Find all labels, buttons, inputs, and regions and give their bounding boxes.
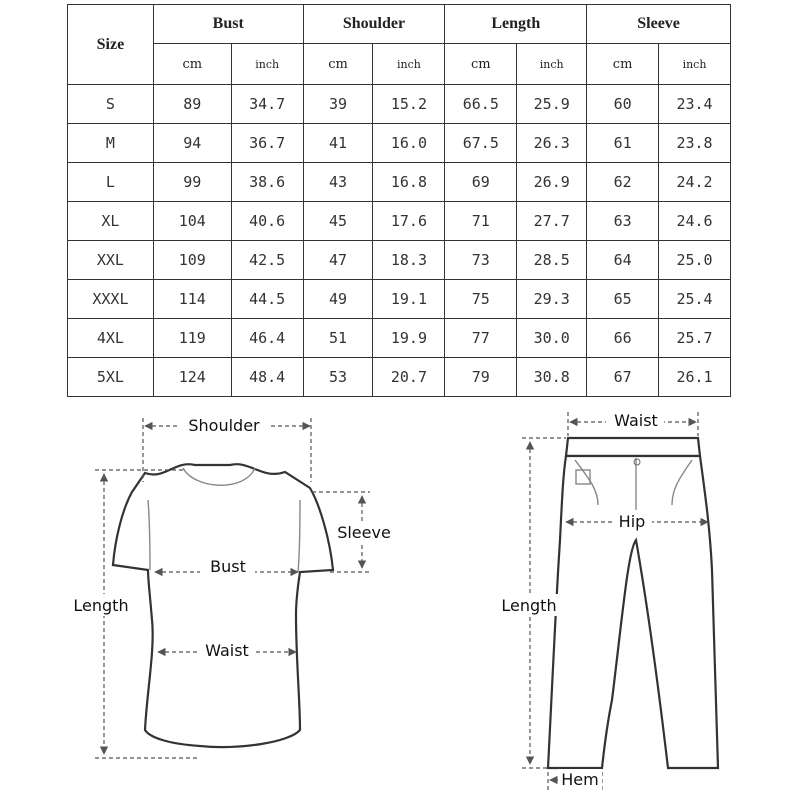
size-label-cell: M [68,124,154,163]
size-label-cell: XXXL [68,280,154,319]
measurement-cell: 36.7 [231,124,303,163]
unit-header-row [68,44,731,85]
measurement-cell: 44.5 [231,280,303,319]
size-label-cell: XXL [68,241,154,280]
pants-hip-label: Hip [618,512,646,531]
pants-diagram [498,410,718,792]
measurement-cell: 94 [153,124,231,163]
unit-header: cm [153,44,231,85]
measurement-cell: 26.9 [517,163,587,202]
unit-header: inch [659,44,731,85]
measurement-cell: 62 [587,163,659,202]
measurement-cell: 67 [587,358,659,397]
table-row [68,241,731,280]
pants-hem-label: Hem [561,770,599,789]
sleeve-header: Sleeve [587,5,731,44]
measurement-cell: 28.5 [517,241,587,280]
table-row [68,202,731,241]
measurement-cell: 23.8 [659,124,731,163]
table-row [68,280,731,319]
measurement-cell: 19.1 [373,280,445,319]
measurement-cell: 47 [303,241,373,280]
waist-label: Waist [205,641,249,660]
table-row [68,319,731,358]
measurement-cell: 77 [445,319,517,358]
measurement-cell: 23.4 [659,85,731,124]
measurement-cell: 29.3 [517,280,587,319]
unit-header: cm [303,44,373,85]
measurement-cell: 124 [153,358,231,397]
measurement-cell: 25.4 [659,280,731,319]
measurement-cell: 25.0 [659,241,731,280]
measurement-cell: 61 [587,124,659,163]
measurement-cell: 34.7 [231,85,303,124]
measurement-cell: 49 [303,280,373,319]
measurement-diagrams [0,400,800,800]
measurement-cell: 18.3 [373,241,445,280]
length-header: Length [445,5,587,44]
unit-header: inch [231,44,303,85]
size-label-cell: 5XL [68,358,154,397]
measurement-cell: 99 [153,163,231,202]
measurement-cell: 39 [303,85,373,124]
unit-header: cm [587,44,659,85]
sleeve-label: Sleeve [337,523,391,542]
measurement-cell: 66 [587,319,659,358]
measurement-cell: 60 [587,85,659,124]
size-label-cell: S [68,85,154,124]
size-label-cell: L [68,163,154,202]
measurement-cell: 24.2 [659,163,731,202]
table-row [68,163,731,202]
pants-length-label: Length [501,596,557,615]
length-label: Length [73,596,129,615]
size-label-cell: XL [68,202,154,241]
measurement-cell: 40.6 [231,202,303,241]
measurement-cell: 30.8 [517,358,587,397]
measurement-cell: 26.3 [517,124,587,163]
measurement-cell: 19.9 [373,319,445,358]
measurement-cell: 46.4 [231,319,303,358]
measurement-cell: 38.6 [231,163,303,202]
measurement-cell: 15.2 [373,85,445,124]
measurement-cell: 25.9 [517,85,587,124]
bust-header: Bust [153,5,303,44]
measurement-cell: 16.0 [373,124,445,163]
unit-header: inch [517,44,587,85]
measurement-cell: 114 [153,280,231,319]
tshirt-diagram [68,414,394,758]
measurement-cell: 63 [587,202,659,241]
measurement-cell: 16.8 [373,163,445,202]
measurement-cell: 20.7 [373,358,445,397]
measurement-cell: 64 [587,241,659,280]
measurement-cell: 41 [303,124,373,163]
measurement-cell: 48.4 [231,358,303,397]
measurement-cell: 25.7 [659,319,731,358]
pants-waistband [566,438,700,456]
measurement-cell: 67.5 [445,124,517,163]
measurement-cell: 89 [153,85,231,124]
measurement-cell: 26.1 [659,358,731,397]
measurement-cell: 27.7 [517,202,587,241]
size-chart-table [67,4,731,397]
unit-header: inch [373,44,445,85]
measurement-cell: 75 [445,280,517,319]
size-column-header: Size [68,5,154,85]
measurement-cell: 45 [303,202,373,241]
measurement-cell: 69 [445,163,517,202]
measurement-cell: 79 [445,358,517,397]
size-table-body [68,85,731,397]
measurement-cell: 51 [303,319,373,358]
measurement-cell: 73 [445,241,517,280]
measurement-cell: 109 [153,241,231,280]
measurement-cell: 119 [153,319,231,358]
bust-label: Bust [210,557,246,576]
measurement-cell: 53 [303,358,373,397]
group-header-row [68,5,731,44]
diagram-canvas [0,400,800,800]
table-row [68,124,731,163]
measurement-cell: 65 [587,280,659,319]
measurement-cell: 42.5 [231,241,303,280]
measurement-cell: 71 [445,202,517,241]
unit-header: cm [445,44,517,85]
measurement-cell: 24.6 [659,202,731,241]
shoulder-label: Shoulder [188,416,260,435]
shoulder-header: Shoulder [303,5,445,44]
measurement-cell: 66.5 [445,85,517,124]
size-label-cell: 4XL [68,319,154,358]
table-row [68,358,731,397]
pants-waist-label: Waist [614,411,658,430]
measurement-cell: 104 [153,202,231,241]
pants-outline [548,456,718,768]
measurement-cell: 17.6 [373,202,445,241]
measurement-cell: 30.0 [517,319,587,358]
measurement-cell: 43 [303,163,373,202]
table-row [68,85,731,124]
